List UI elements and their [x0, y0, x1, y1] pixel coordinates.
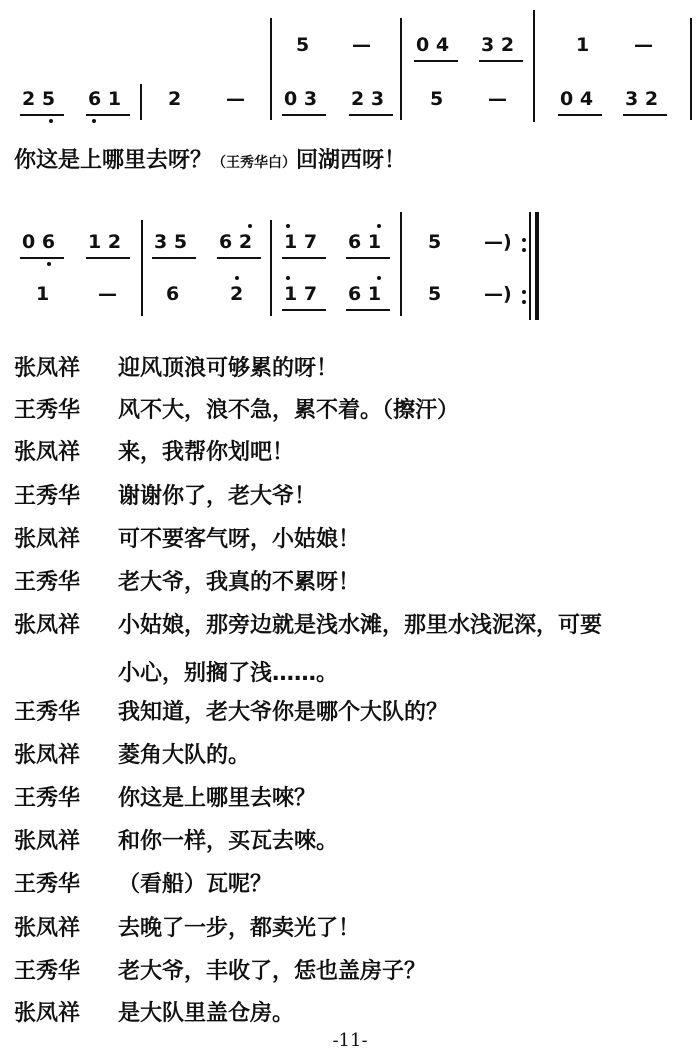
line-text: 风不大，浪不急，累不着。（擦汗） [118, 398, 460, 423]
low-octave-dot [49, 119, 53, 123]
speaker: 王秀华 [14, 786, 81, 811]
note-group: 6 2 [219, 231, 253, 253]
line-text: 菱角大队的。 [118, 743, 251, 768]
lyric-text: 回湖西呀！ [296, 148, 407, 173]
bar-line [141, 220, 143, 316]
repeat-bar-thick [535, 212, 539, 320]
note-dash: — [488, 88, 507, 110]
high-octave-dot [286, 276, 290, 280]
line-text: 老大爷，丰收了，恁也盖房子？ [118, 959, 427, 984]
underline [479, 60, 523, 62]
speaker: 张凤祥 [14, 1001, 81, 1026]
note-group: 6 1 [348, 231, 382, 253]
note-group: 1 7 [284, 231, 318, 253]
high-octave-dot [235, 276, 239, 280]
note-group: 5 [428, 231, 442, 253]
line-continuation: 小心，别搁了浅……。 [118, 661, 339, 686]
dialogue-line [14, 484, 316, 510]
underline [20, 257, 64, 259]
high-octave-dot [248, 224, 252, 228]
note-group: 5 [428, 283, 442, 305]
dialogue-line [14, 613, 602, 639]
note-group: 0 3 [284, 88, 318, 110]
note-group: 2 [230, 283, 244, 305]
note-group: 1 2 [88, 231, 122, 253]
note-dash: —) [484, 231, 512, 253]
line-text: 老大爷，我真的不累呀！ [118, 570, 361, 595]
note-group: 1 [36, 283, 50, 305]
note-dash: — [98, 283, 117, 305]
speaker: 张凤祥 [14, 356, 81, 381]
speaker: 张凤祥 [14, 743, 81, 768]
bar-line [270, 220, 272, 316]
high-octave-dot [377, 224, 381, 228]
dialogue-line [14, 527, 360, 553]
note-group: 2 5 [22, 88, 56, 110]
low-octave-dot [92, 119, 96, 123]
spoken-note: （王秀华白） [212, 155, 297, 171]
note-dash: —) [484, 283, 512, 305]
bar-line [270, 18, 272, 120]
dialogue-line [14, 916, 360, 942]
speaker: 王秀华 [14, 570, 81, 595]
underline [282, 257, 326, 259]
note-group: 6 1 [348, 283, 382, 305]
note-group: 0 4 [560, 88, 594, 110]
underline [346, 309, 390, 311]
dialogue-line [14, 786, 316, 812]
underline [86, 114, 130, 116]
speaker: 张凤祥 [14, 527, 81, 552]
speaker: 王秀华 [14, 398, 81, 423]
line-text: （看船）瓦呢？ [118, 872, 273, 897]
line-text: 可不要客气呀，小姑娘！ [118, 527, 361, 552]
underline [414, 60, 458, 62]
dialogue-line [14, 1001, 294, 1027]
repeat-bar-thin [529, 212, 531, 320]
line-text: 是大队里盖仓房。 [118, 1001, 295, 1026]
underline [558, 114, 602, 116]
dialogue-line [14, 959, 426, 985]
dialogue-line [14, 700, 448, 726]
dialogue-line [14, 570, 360, 596]
dialogue-line [14, 829, 338, 855]
low-octave-dot [47, 262, 51, 266]
repeat-dot [522, 238, 526, 242]
repeat-dot [522, 248, 526, 252]
underline [623, 114, 667, 116]
dialogue-line [14, 398, 459, 424]
underline [152, 257, 196, 259]
note-group: 2 3 [351, 88, 385, 110]
underline [217, 257, 261, 259]
underline [86, 257, 130, 259]
note-group: 6 [166, 283, 180, 305]
note-group: 1 [576, 34, 590, 56]
underline [349, 114, 393, 116]
line-text: 和你一样，买瓦去唻。 [118, 829, 339, 854]
line-text: 谢谢你了，老大爷！ [118, 484, 317, 509]
dialogue-line [14, 440, 294, 466]
high-octave-dot [377, 276, 381, 280]
lyric-text: 你这是上哪里去呀？ [14, 148, 213, 173]
repeat-dot [522, 290, 526, 294]
high-octave-dot [286, 224, 290, 228]
note-group: 2 [168, 88, 182, 110]
underline [346, 257, 390, 259]
speaker: 张凤祥 [14, 440, 81, 465]
note-group: 0 6 [22, 231, 56, 253]
underline [282, 309, 326, 311]
bar-line [400, 18, 402, 120]
note-group: 0 4 [416, 34, 450, 56]
speaker: 王秀华 [14, 700, 81, 725]
speaker: 王秀华 [14, 959, 81, 984]
note-group: 3 5 [154, 231, 188, 253]
speaker: 张凤祥 [14, 829, 81, 854]
underline [282, 114, 326, 116]
repeat-dot [522, 300, 526, 304]
speaker: 王秀华 [14, 484, 81, 509]
dialogue-line [14, 356, 338, 382]
speaker: 张凤祥 [14, 613, 81, 638]
note-group: 3 2 [625, 88, 659, 110]
line-text: 来，我帮你划吧！ [118, 440, 295, 465]
line-text: 迎风顶浪可够累的呀！ [118, 356, 339, 381]
note-group: 5 [296, 34, 310, 56]
dialogue-line [14, 743, 250, 769]
note-dash: — [634, 34, 653, 56]
line-text: 去晚了一步，都卖光了！ [118, 916, 361, 941]
dialogue-line [14, 872, 272, 898]
bar-line [690, 18, 692, 120]
note-dash: — [226, 88, 245, 110]
note-group: 1 7 [284, 283, 318, 305]
lyric-line [14, 143, 406, 174]
note-dash: — [352, 34, 371, 56]
note-group: 6 1 [88, 88, 122, 110]
note-group: 5 [430, 88, 444, 110]
speaker: 张凤祥 [14, 916, 81, 941]
line-text: 小姑娘，那旁边就是浅水滩，那里水浅泥深，可要 [118, 613, 603, 638]
bar-line [533, 10, 535, 122]
underline [20, 114, 64, 116]
line-text: 我知道，老大爷你是哪个大队的？ [118, 700, 449, 725]
page-number: -11- [332, 1030, 368, 1051]
speaker: 王秀华 [14, 872, 81, 897]
bar-line [400, 212, 402, 316]
note-group: 3 2 [481, 34, 515, 56]
line-text: 你这是上哪里去唻？ [118, 786, 317, 811]
bar-line [140, 84, 142, 120]
